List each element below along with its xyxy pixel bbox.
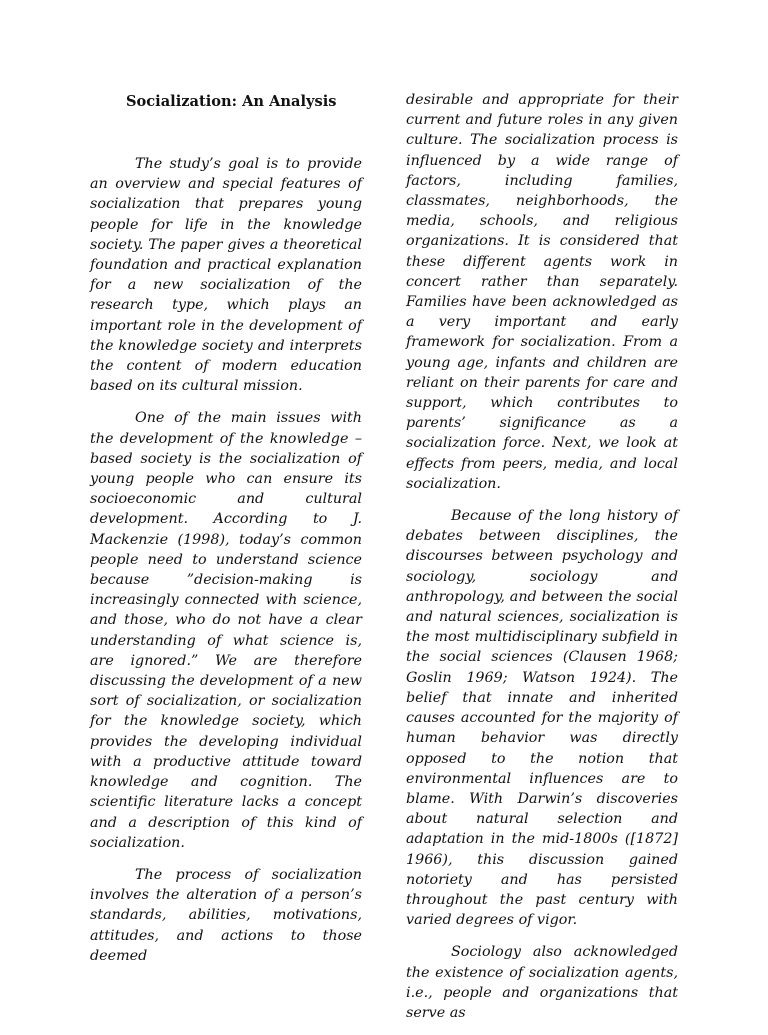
paragraph-left-1: The study’s goal is to provide an overview and special features of socialization that prepares young people for life in the knowledge society. The paper gives a theoretical foundation and practical explanation for a new socialization of the research type, which plays an important role in the development of the knowledge society and interprets the content of modern education based on its cultural mission. [90,156,362,395]
right-column [406,90,678,1035]
document-title: Socialization: An Analysis [126,93,337,110]
paragraph-right-1: desirable and appropriate for their current and future roles in any given culture. The socialization process is influenced by a wide range of factors, including families, classmates, neighborhoods, the media, schools, and religious organizations. It is considered that these different agents work in concert rather than separately. Families have been acknowledged as a very important and early framework for socialization. From a young age, infants and children are reliant on their parents for care and support, which contributes to parents’ significance as a socialization force. Next, we look at effects from peers, media, and local socialization. [406,92,678,492]
paragraph-right-2: Because of the long history of debates between disciplines, the discourses between psychology and sociology, sociology and anthropology, and between the social and natural sciences, socialization is the most multidisciplinary subfield in the social sciences (Clausen 1968; Goslin 1969; Watson 1924). The belief that innate and inherited causes accounted for the majority of human behavior was directly opposed to the notion that environmental influences are to blame. With Darwin’s discoveries about natural selection and adaptation in the mid-1800s ([1872] 1966), this discussion gained notoriety and has persisted throughout the past century with varied degrees of vigor. [406,508,678,929]
paragraph-right-3: Sociology also acknowledged the existence of socialization agents, i.e., people and organizations that serve as [406,944,678,1021]
paragraph-left-3: The process of socialization involves the alteration of a person’s standards, abilities, motivations, attitudes, and actions to those deemed [90,866,362,964]
paragraph-left-2: One of the main issues with the development of the knowledge – based society is the socialization of young people who can ensure its socioeconomic and cultural development. According to J. Mackenzie (1998), today’s common people need to understand science because ”decision-making is increasingly connected with science, and those, who do not have a clear understanding of what science is, are ignored.” We are therefore discussing the development of a new sort of socialization, or socialization for the knowledge society, which provides the developing individual with a productive attitude toward knowledge and cognition. The scientific literature lacks a concept and a description of this kind of socialization. [90,410,362,851]
left-column [90,90,362,978]
